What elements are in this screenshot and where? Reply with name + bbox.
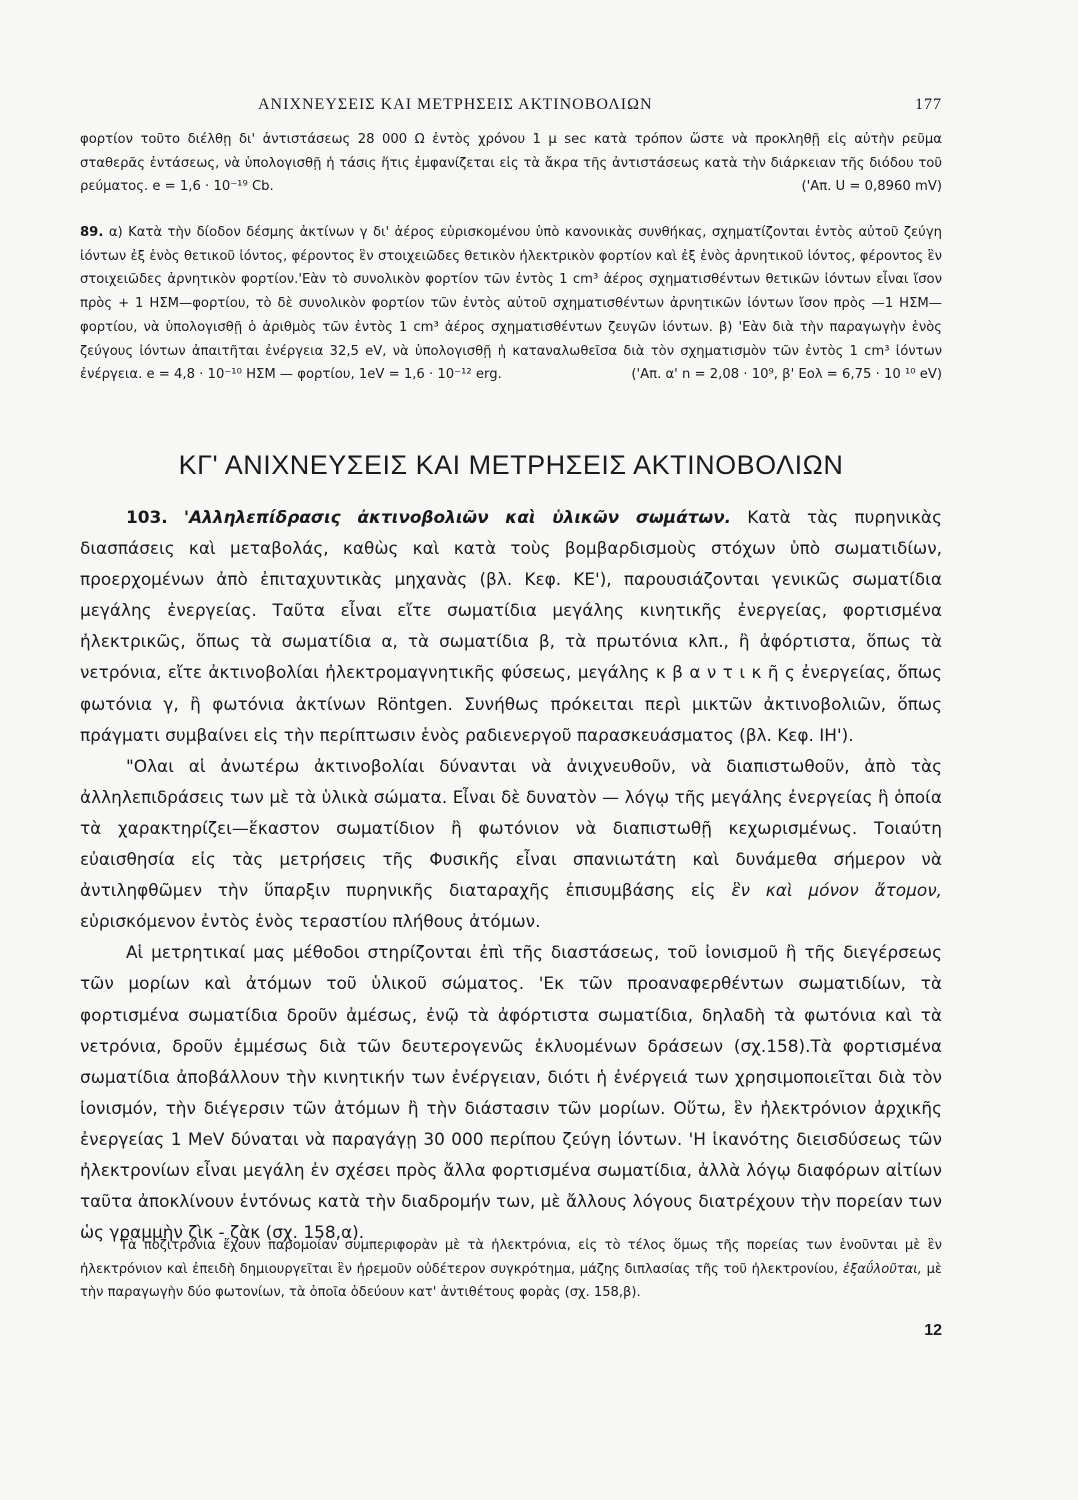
footnote-text: μὲ τὴν παραγωγὴν δύο φωτονίων, τὰ ὁποῖα ὁδεύουν κατ' ἀντιθέτους φορὰς (σχ. 158,β).	[80, 1261, 943, 1300]
emphasis-text: ἐξαΰλοῦται,	[842, 1261, 922, 1277]
paragraph-text: "Ολαι αἱ ἀνωτέρω ἀκτινοβολίαι δύνανται νὰ ἀνιχνευθοῦν, νὰ διαπιστωθοῦν, ἀπὸ τὰς ἀλληλεπιδράσεις των μὲ τὰ ὑλικὰ σώματα. Εἶναι δὲ δυνατὸν — λόγῳ τῆς μεγάλης ἐνεργείας ἣ ὁποία τὰ χαρακτηρίζει—ἕκαστον σωματίδιον ἢ φωτόνιον νὰ διαπιστωθῇ κεχωρισμένως. Τοιαύτη εὐαισθησία εἰς τὰς μετρήσεις τῆς Φυσικῆς εἶναι σπανιωτάτη καὶ δυνάμεθα σήμερον νὰ ἀντιληφθῶμεν τὴν ὕπαρξιν πυρηνικῆς διαταραχῆς ἐπισυμβάσης εἰς	[80, 755, 942, 901]
previous-exercise-text: φορτίον τοῦτο διέλθῃ δι' ἀντιστάσεως 28 000 Ω ἐντὸς χρόνου 1 μ sec κατὰ τρόπον ὥστε νὰ προκληθῇ εἰς αὐτὴν ρεῦμα σταθερᾶς ἐντάσεως, νὰ ὑπολογισθῇ ἡ τάσις ἥτις ἐμφανίζεται εἰς τὰ ἄκρα τῆς ἀντιστάσεως κατὰ τὴν διάρκειαν τῆς διόδου τοῦ ρεύματος. e = 1,6 · 10⁻¹⁹ Cb.	[80, 132, 942, 195]
footnote-text: Τὰ ποζιτρόνια ἔχουν παρομοίαν συμπεριφορὰν μὲ τὰ ἠλεκτρόνια, εἰς τὸ τέλος ὅμως τῆς πορείας των ἑνοῦνται μὲ ἓν ἠλεκτρόνιον καὶ ἐπειδὴ δημιουργεῖται ἓν ἠρεμοῦν οὐδέτερον συγκρότημα, μάζης διπλασίας τῆς τοῦ ἠλεκτρονίου,	[80, 1238, 942, 1277]
exercise-answer: ('Απ. α' n = 2,08 · 10⁹, β' Eολ = 6,75 · 10 ¹⁰ eV)	[631, 367, 942, 383]
paragraph-text: Αἱ μετρητικαί μας μέθοδοι στηρίζονται ἐπὶ τῆς διαστάσεως, τοῦ ἰονισμοῦ ἢ τῆς διεγέρσεως τῶν μορίων καὶ ἀτόμων τοῦ ὑλικοῦ σώματος. 'Εκ τῶν προαναφερθέντων σωματιδίων, τὰ φορτισμένα σωματίδια δροῦν ἀμέσως, ἐνῷ τὰ ἀφόρτιστα σωματίδια, δηλαδὴ τὰ φωτόνια καὶ τὰ νετρόνια, δροῦν ἐμμέσως διὰ τῶν δευτερογενῶς ἐκλυομένων δράσεων (σχ.158).Τὰ φορτισμένα σωματίδια ἀποβάλλουν τὴν κινητικήν των ἐνέργειαν, διότι ἡ ἐνέργειά των χρησιμοποιεῖται διὰ τὸν ἰονισμόν, τὴν διέγερσιν τῶν ἀτόμων ἢ τὴν διάστασιν τῶν μορίων. Οὕτω, ἓν ἠλεκτρόνιον ἀρχικῆς ἐνεργείας 1 MeV δύναται νὰ παραγάγῃ 30 000 περίπου ζεύγη ἰόντων. 'Η ἱκανότης διεισδύσεως τῶν ἠλεκτρονίων εἶναι μεγάλη ἐν σχέσει πρὸς ἄλλα φορτισμένα σωματίδια, ἀλλὰ λόγῳ διαφόρων αἰτίων ταῦτα ἀποκλίνουν ἐντόνως κατὰ τὴν διαδρομήν των, μὲ ἄλλους λόγους διατρέχουν τὴν πορείαν των ὡς γραμμὴν ζὶκ - ζὰκ (σχ. 158,α).	[80, 942, 942, 1243]
exercise-number: 89.	[80, 225, 104, 240]
section-103-body	[80, 502, 942, 1248]
paragraph	[80, 751, 942, 938]
exercise-89	[80, 221, 942, 387]
running-head-title: ΑΝΙΧΝΕΥΣΕΙΣ ΚΑΙ ΜΕΤΡΗΣΕΙΣ ΑΚΤΙΝΟΒΟΛΙΩΝ	[258, 96, 653, 113]
paragraph	[80, 502, 942, 751]
section-title: ΚΓ' ΑΝΙΧΝΕΥΣΕΙΣ ΚΑΙ ΜΕΤΡΗΣΕΙΣ ΑΚΤΙΝΟΒΟΛΙΩΝ	[178, 450, 844, 480]
page-number: 177	[915, 96, 942, 113]
paragraph	[80, 937, 942, 1248]
paragraph-text: Κατὰ τὰς πυρηνικὰς διασπάσεις καὶ μεταβολάς, καθὼς καὶ κατὰ τοὺς βομβαρδισμοὺς στόχων ὑπὸ σωματιδίων, προερχομένων ἀπὸ ἐπιταχυντικὰς μηχανὰς (βλ. Κεφ. ΚΕ'), παρουσιάζονται γενικῶς σωματίδια μεγάλης ἐνεργείας. Ταῦτα εἶναι εἴτε σωματίδια μεγάλης κινητικῆς ἐνεργείας, φορτισμένα ἠλεκτρικῶς, ὅπως τὰ σωματίδια α, τὰ σωματίδια β, τὰ πρωτόνια κλπ., ἢ ἀφόρτιστα, ὅπως τὰ νετρόνια, εἴτε ἀκτινοβολίαι ἠλεκτρομαγνητικῆς φύσεως, μεγάλης κ β α ν τ ι κ ῆ ς ἐνεργείας, ὅπως φωτόνια γ, ἢ φωτόνια ἀκτίνων Röntgen. Συνήθως πρόκειται περὶ μικτῶν ἀκτινοβολιῶν, ὅπως πράγματι συμβαίνει εἰς τὴν περίπτωσιν ἑνὸς ραδιενεργοῦ παρασκευάσματος (βλ. Κεφ. ΙΗ').	[80, 507, 942, 745]
paragraph-text: εὑρισκόμενον ἐντὸς ἑνὸς τεραστίου πλήθους ἀτόμων.	[80, 911, 541, 932]
book-page	[80, 0, 942, 1500]
footnote-paragraph	[80, 1234, 942, 1305]
signature-mark: 12	[924, 1322, 942, 1339]
section-heading: 'Αλληλεπίδρασις ἀκτινοβολιῶν καὶ ὑλικῶν σωμάτων.	[183, 507, 732, 527]
footnote	[80, 1234, 942, 1305]
emphasis-text: ἓν καὶ μόνον ἄτομον,	[731, 880, 942, 901]
section-number: 103.	[126, 507, 168, 527]
previous-exercise-answer: ('Απ. U = 0,8960 mV)	[801, 179, 942, 195]
running-head	[80, 96, 942, 120]
previous-exercise	[80, 128, 942, 199]
exercise-text: α) Κατὰ τὴν δίοδον δέσμης ἀκτίνων γ δι' ἀέρος εὑρισκομένου ὑπὸ κανονικὰς συνθήκας, σχηματίζονται ἐντὸς αὐτοῦ ζεύγη ἰόντων ἐξ ἑνὸς θετικοῦ ἰόντος, φέροντος ἓν στοιχειῶδες θετικὸν ἠλεκτρικὸν φορτίον καὶ ἐξ ἑνὸς ἀρνητικοῦ ἰόντος, φέροντος ἓν στοιχειῶδες ἀρνητικὸν φορτίον.'Εὰν τὸ συνολικὸν φορτίον τῶν ἐντὸς 1 cm³ ἀέρος σχηματισθέντων θετικῶν ἰόντων εἶναι ἴσον πρὸς + 1 ΗΣΜ—φορτίου, τὸ δὲ συνολικὸν φορτίον τῶν ἐντὸς αὐτοῦ σχηματισθέντων ἀρνητικῶν ἰόντων ἴσον πρὸς —1 ΗΣΜ— φορτίου, νὰ ὑπολογισθῇ ὁ ἀριθμὸς τῶν ἐντὸς 1 cm³ ἀέρος σχηματισθέντων ζευγῶν ἰόντων. β) 'Εὰν διὰ τὴν παραγωγὴν ἑνὸς ζεύγους ἰόντων ἀπαιτῆται ἐνέργεια 32,5 eV, νὰ ὑπολογισθῇ ἡ καταναλωθεῖσα διὰ τὸν σχηματισμὸν τῶν ἐντὸς 1 cm³ ἰόντων ἐνέργεια. e = 4,8 · 10⁻¹⁰ ΗΣΜ — φορτίου, 1eV = 1,6 · 10⁻¹² erg.	[80, 225, 942, 383]
